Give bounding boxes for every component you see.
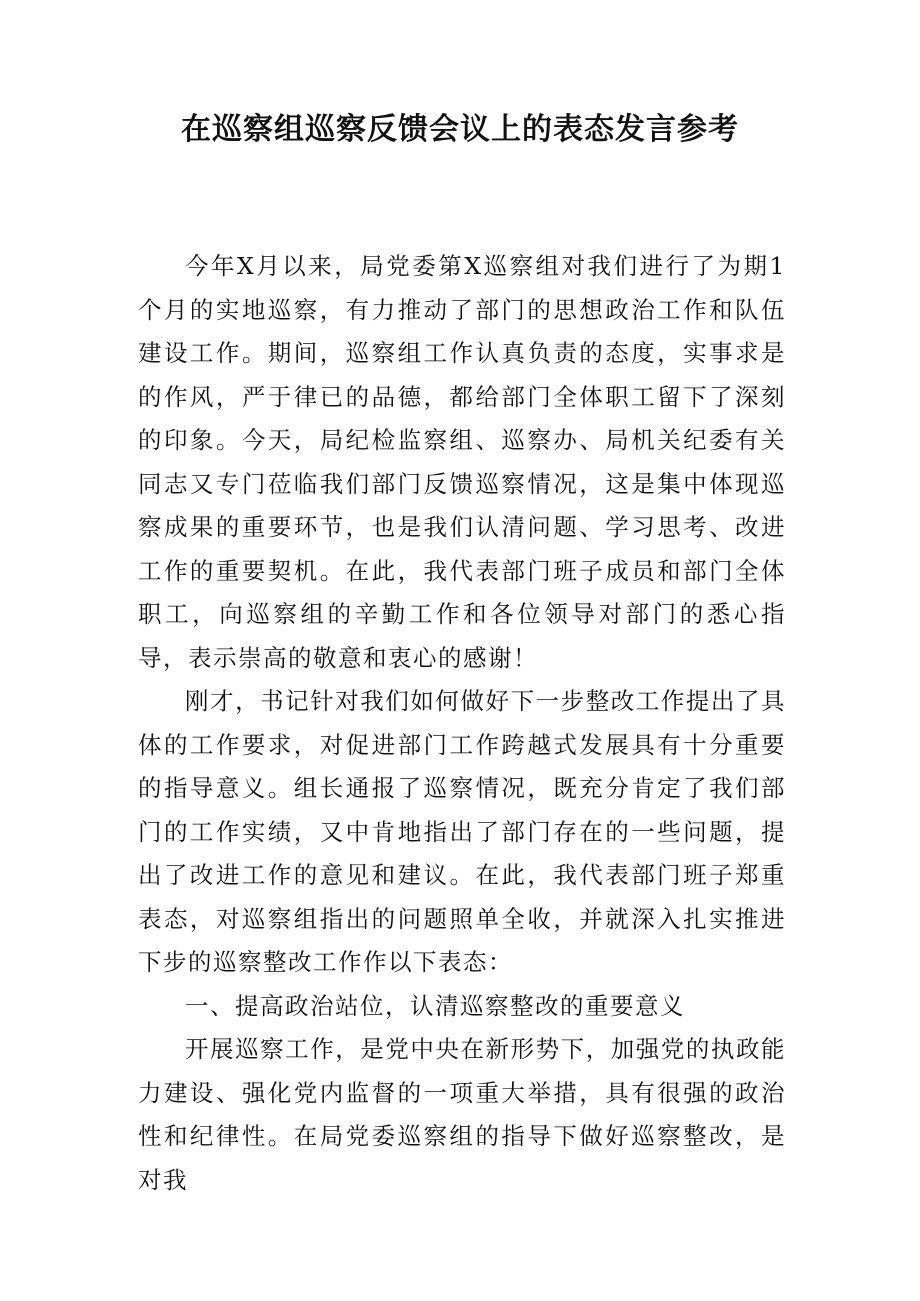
document-title: 在巡察组巡察反馈会议上的表态发言参考 bbox=[181, 112, 739, 147]
paragraph-opening: 今年X月以来，局党委第X巡察组对我们进行了为期1个月的实地巡察，有力推动了部门的思想政治工作和队伍建设工作。期间，巡察组工作认真负责的态度，实事求是的作风，严于律已的品德，都给部门全体职工留下了深刻的印象。今天，局纪检监察组、巡察办、局机关纪委有关同志又专门莅临我们部门反馈巡察情况，这是集中体现巡察成果的重要环节，也是我们认清问题、学习思考、改进工作的重要契机。在此，我代表部门班子成员和部门全体职工，向巡察组的辛勤工作和各位领导对部门的悉心指导，表示崇高的敬意和衷心的感谢！ bbox=[138, 252, 786, 672]
document-body bbox=[138, 245, 786, 1202]
paragraph-commitment: 刚才，书记针对我们如何做好下一步整改工作提出了具体的工作要求，对促进部门工作跨越式发展具有十分重要的指导意义。组长通报了巡察情况，既充分肯定了我们部门的工作实绩，又中肯地指出了部门存在的一些问题，提出了改进工作的意见和建议。在此，我代表部门班子郑重表态，对巡察组指出的问题照单全收，并就深入扎实推进下步的巡察整改工作作以下表态： bbox=[138, 687, 786, 976]
section-heading-1: 一、提高政治站位，认清巡察整改的重要意义 bbox=[185, 991, 685, 1020]
paragraph-section-1: 开展巡察工作，是党中央在新形势下，加强党的执政能力建设、强化党内监督的一项重大举措，具有很强的政治性和纪律性。在局党委巡察组的指导下做好巡察整改，是对我 bbox=[138, 1035, 786, 1194]
